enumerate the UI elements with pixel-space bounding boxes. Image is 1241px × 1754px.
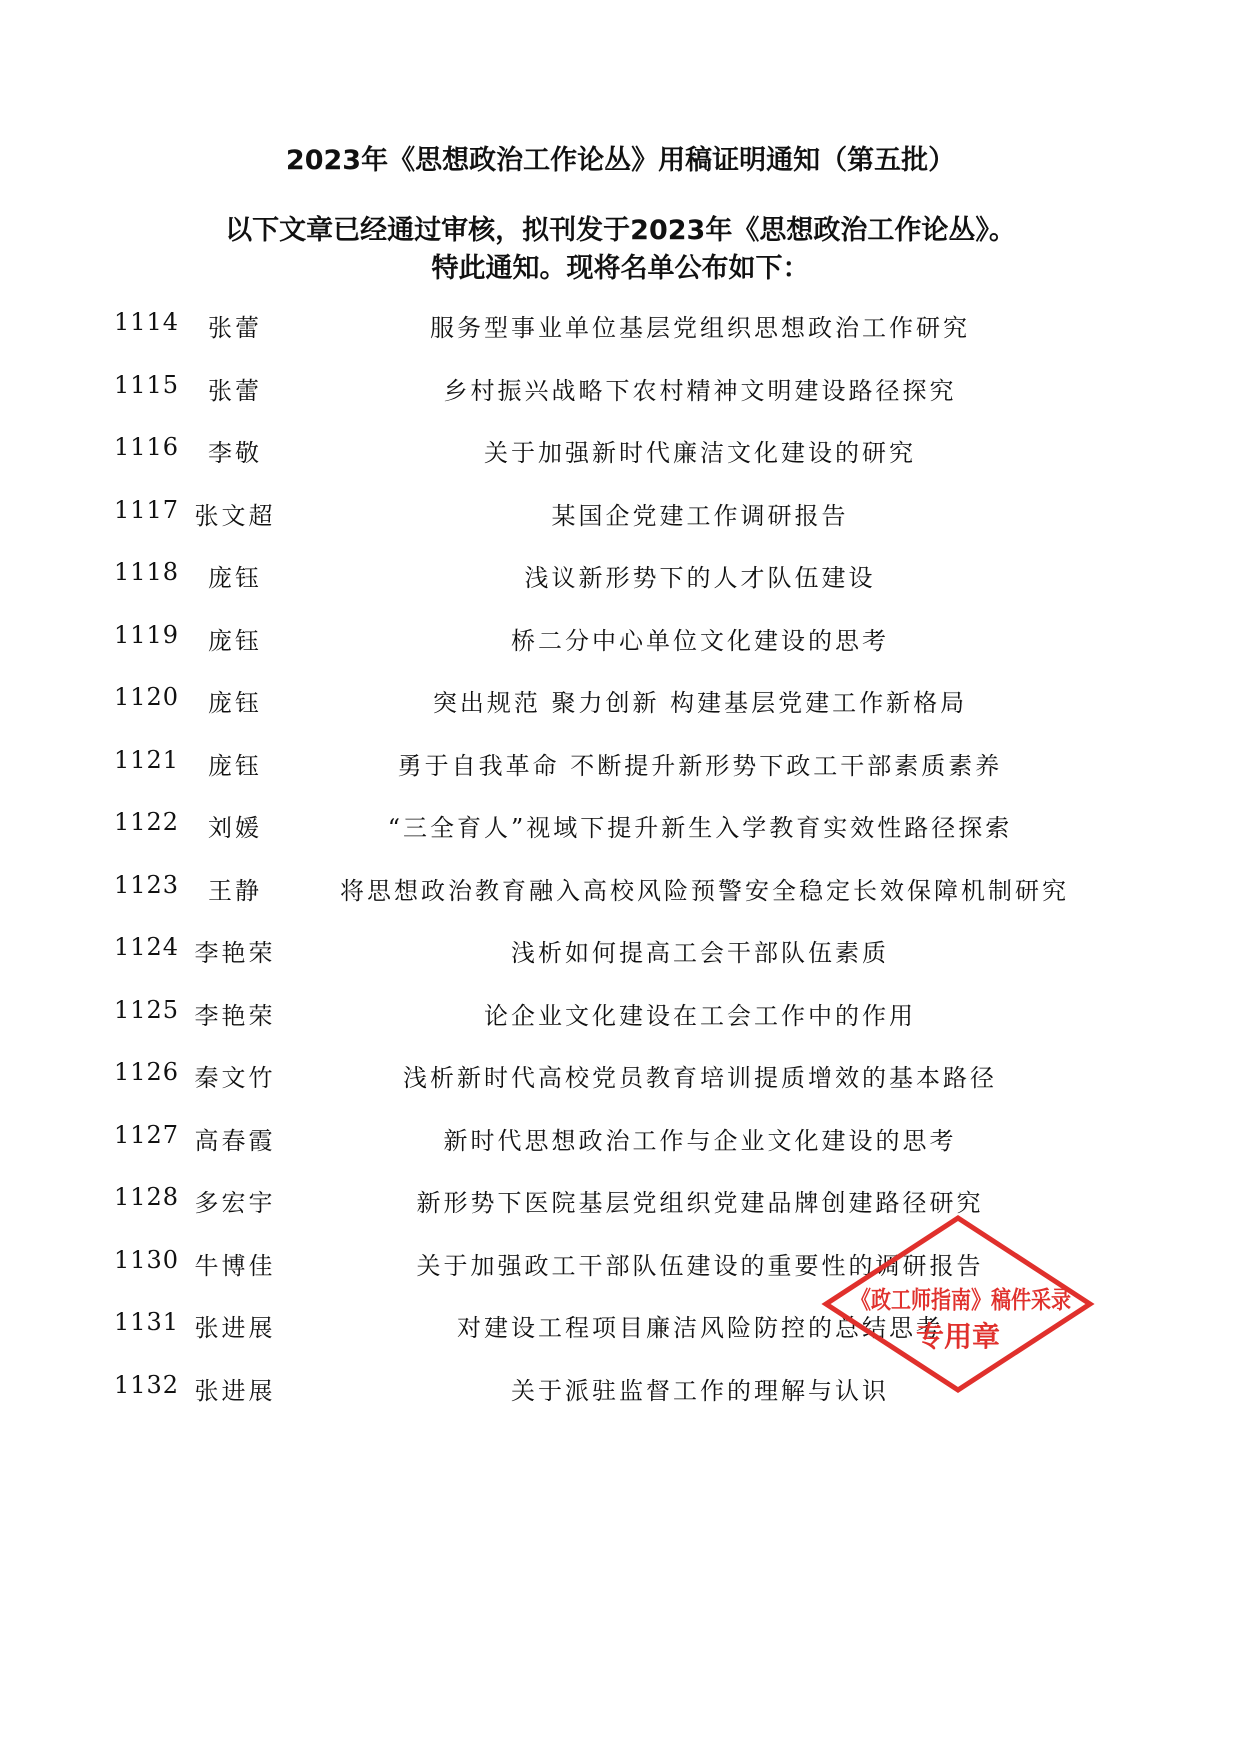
list-item (0, 746, 1241, 809)
entry-number: 1118 (114, 558, 180, 586)
entry-number: 1121 (114, 745, 180, 774)
entry-author: 秦文竹 (194, 1064, 276, 1092)
entry-number: 1123 (114, 870, 180, 899)
entry-number: 1117 (114, 495, 180, 524)
entry-article-title: 服务型事业单位基层党组织思想政治工作研究 (430, 314, 970, 342)
list-item (0, 933, 1241, 996)
entry-article-title: 突出规范 聚力创新 构建基层党建工作新格局 (432, 689, 968, 717)
entry-author: 刘媛 (208, 814, 262, 842)
entry-number: 1126 (114, 1058, 180, 1086)
entry-number: 1119 (114, 620, 180, 649)
entry-number: 1131 (114, 1308, 180, 1336)
entry-number: 1124 (114, 933, 180, 961)
stamp-text-line-1: 《政工师指南》稿件采录 (851, 1286, 1071, 1314)
list-item (0, 558, 1241, 621)
entry-article-title: 将思想政治教育融入高校风险预警安全稳定长效保障机制研究 (340, 876, 1069, 905)
entry-author: 多宏宇 (194, 1189, 276, 1217)
entry-number: 1120 (114, 683, 180, 711)
entry-article-title: 新时代思想政治工作与企业文化建设的思考 (443, 1126, 957, 1155)
entry-author: 张蕾 (208, 314, 262, 342)
entry-article-title: 浅议新形势下的人才队伍建设 (524, 564, 876, 592)
list-item (0, 308, 1241, 371)
entry-article-title: 浅析新时代高校党员教育培训提质增效的基本路径 (403, 1064, 997, 1092)
document-title: 2023年《思想政治工作论丛》用稿证明通知（第五批） (285, 145, 956, 176)
entry-author: 李艳荣 (194, 1001, 276, 1030)
entry-author: 庞钰 (208, 626, 262, 655)
entry-number: 1132 (114, 1370, 180, 1399)
entry-author: 庞钰 (208, 689, 262, 717)
entry-article-title: 关于派驻监督工作的理解与认识 (511, 1376, 889, 1405)
list-item (0, 1121, 1241, 1184)
list-item (0, 1058, 1241, 1121)
entry-author: 张蕾 (208, 376, 262, 405)
list-item (0, 996, 1241, 1059)
entry-author: 张文超 (194, 501, 276, 530)
entry-author: 庞钰 (208, 564, 262, 592)
entry-article-title: 对建设工程项目廉洁风险防控的总结思考 (457, 1314, 943, 1342)
entry-article-title: 桥二分中心单位文化建设的思考 (511, 626, 889, 655)
list-item (0, 371, 1241, 434)
entry-author: 王静 (208, 876, 262, 905)
intro-line-1: 以下文章已经通过审核，拟刊发于2023年《思想政治工作论丛》。 (225, 215, 1016, 246)
entry-article-title: 关于加强新时代廉洁文化建设的研究 (484, 439, 916, 467)
list-item (0, 808, 1241, 871)
entry-article-title: 勇于自我革命 不断提升新形势下政工干部素质素养 (397, 751, 1003, 780)
entry-author: 李艳荣 (194, 939, 276, 967)
entry-number: 1114 (114, 308, 180, 336)
entry-author: 李敬 (208, 439, 262, 467)
entry-author: 庞钰 (208, 751, 262, 780)
entry-number: 1127 (114, 1120, 180, 1149)
entry-article-title: “三全育人”视域下提升新生入学教育实效性路径探索 (387, 814, 1013, 842)
entry-article-title: 浅析如何提高工会干部队伍素质 (511, 939, 889, 967)
intro-line-2: 特此通知。现将名单公布如下： (431, 253, 810, 284)
entry-number: 1116 (114, 433, 180, 461)
entry-number: 1130 (114, 1245, 180, 1274)
entry-author: 张进展 (194, 1376, 276, 1405)
entry-number: 1128 (114, 1183, 180, 1211)
intro-text (0, 212, 1241, 288)
list-item (0, 496, 1241, 559)
list-item (0, 433, 1241, 496)
stamp-text-line-2: 专用章 (915, 1320, 1001, 1353)
entry-number: 1122 (114, 808, 180, 836)
approval-stamp (820, 1212, 1096, 1396)
entry-article-title: 某国企党建工作调研报告 (551, 501, 849, 530)
list-item (0, 871, 1241, 934)
entry-article-title: 新形势下医院基层党组织党建品牌创建路径研究 (416, 1189, 984, 1217)
entry-number: 1115 (114, 370, 180, 399)
entry-article-title: 论企业文化建设在工会工作中的作用 (484, 1001, 916, 1030)
entry-author: 张进展 (194, 1314, 276, 1342)
list-item (0, 621, 1241, 684)
list-item (0, 683, 1241, 746)
entry-article-title: 关于加强政工干部队伍建设的重要性的调研报告 (416, 1251, 984, 1280)
entry-number: 1125 (114, 995, 180, 1024)
entry-article-title: 乡村振兴战略下农村精神文明建设路径探究 (443, 376, 957, 405)
entry-author: 牛博佳 (194, 1251, 276, 1280)
entry-author: 高春霞 (194, 1126, 276, 1155)
